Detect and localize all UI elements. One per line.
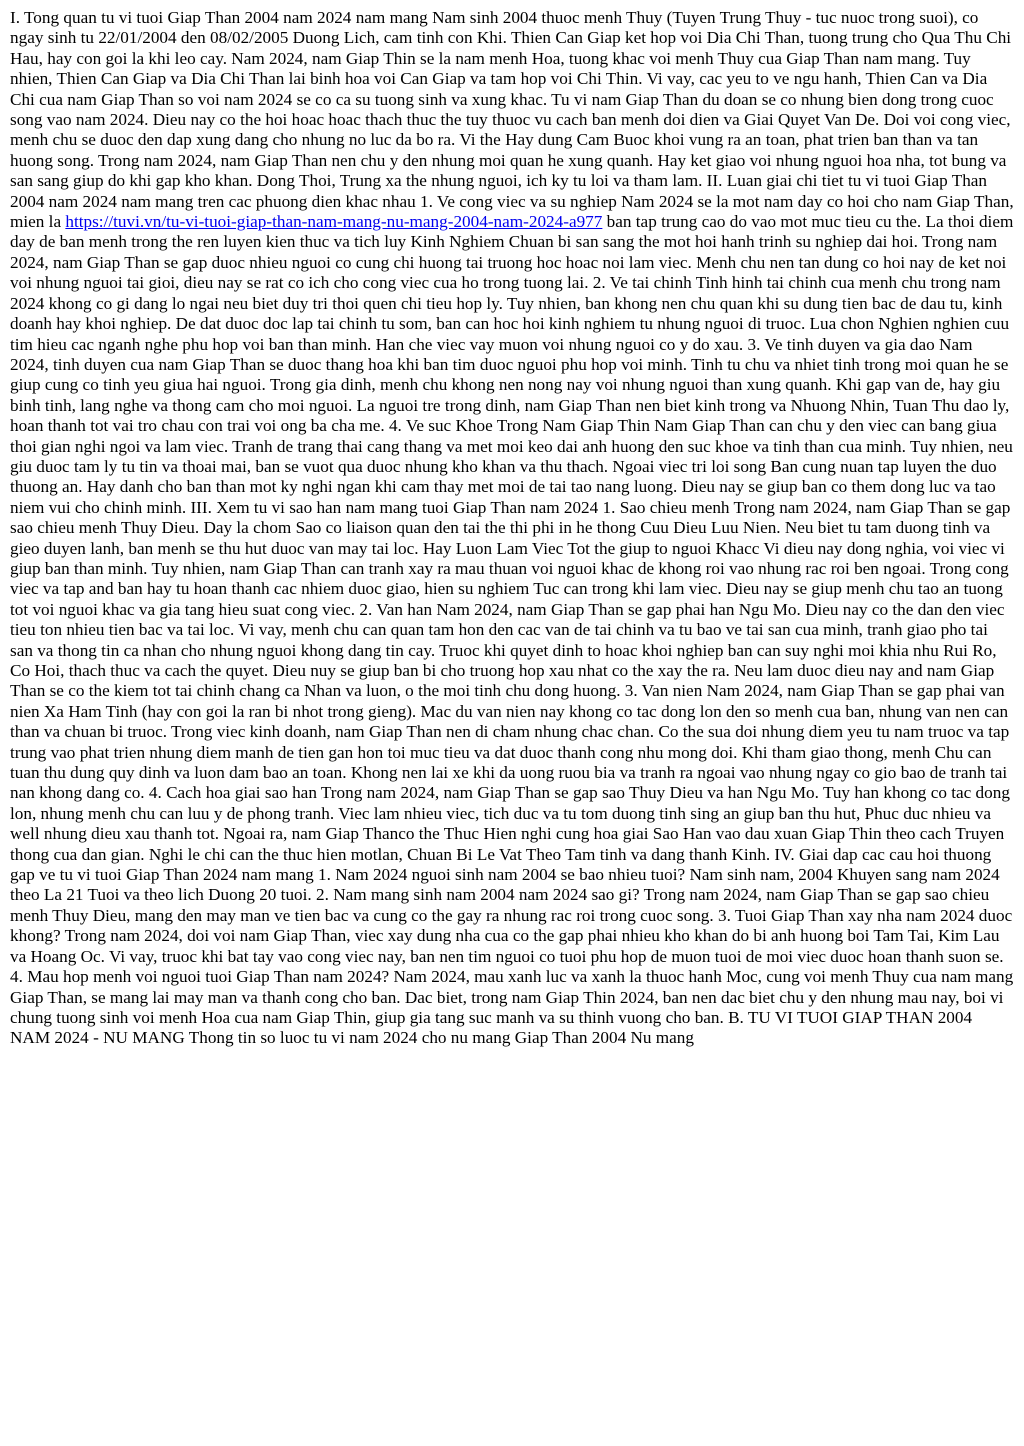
paragraph-text-after-link: ban tap trung cao do vao mot muc tieu cu the. La thoi diem day de ban menh trong the ren luyen kien thuc va tich luy Kinh Nghiem Chuan bi san sang the mot hoi hanh trinh su nghiep dai hoi. Trong nam 2024, nam Giap Than se gap duoc nhieu nguoi co cung chi huong tai truong hoc hoac noi lam viec. Menh chu nen tan dung co hoi nay de ket noi voi nhung nguoi tai gioi, dieu nay se rat co ich cho cong viec cua ho trong tuong lai. 2. Ve tai chinh Tinh hinh tai chinh cua menh chu trong nam 2024 khong co gi dang lo ngai neu biet duy tri thoi quen chi tieu hop ly. Tuy nhien, ban khong nen chu quan khi su dung tien bac de dau tu, kinh doanh hay khoi nghiep. De dat duoc doc lap tai chinh tu som, ban can hoc hoi kinh nghiem tu nhung nguoi di truoc. Lua chon Nghien nghien cuu tim hieu cac nganh nghe phu hop voi ban than minh. Han che viec vay muon voi nhung nguoi co y do xau. 3. Ve tinh duyen va gia dao Nam 2024, tinh duyen cua nam Giap Than se duoc thang hoa khi ban tim duoc nguoi phu hop voi minh. Tinh tu chu va nhiet tinh trong moi quan he se giup cung co tinh yeu giua hai nguoi. Trong gia dinh, menh chu khong nen nong nay voi nhung nguoi than xung quanh. Khi gap van de, hay giu binh tinh, lang nghe va thong cam cho moi nguoi. La nguoi tre trong dinh, nam Giap Than nen biet kinh trong va Nhuong Nhin, Tuan Thu dao ly, hoan thanh tot vai tro chau con trai voi ong ba cha me. 4. Ve suc Khoe Trong Nam Giap Thin Nam Giap Than can chu y den viec can bang giua thoi gian nghi ngoi va lam viec. Tranh de trang thai cang thang va met moi keo dai anh huong den suc khoe va tinh than cua minh. Tuy nhien, neu giu duoc tam ly tu tin va thoai mai, ban se vuot qua duoc nhung kho khan va thu thach. Ngoai viec tri loi song Ban cung nuan tap luyen the duo thuong an. Hay danh cho ban than mot ky nghi ngan khi cam thay met moi de tai tao nang luong. Dieu nay se giup ban co them dong luc va tao niem vui cho chinh minh. III. Xem tu vi sao han nam mang tuoi Giap Than nam 2024 1. Sao chieu menh Trong nam 2024, nam Giap Than se gap sao chieu menh Thuy Dieu. Day la chom Sao co liaison quan den tai the thi phi in he thong Cuu Dieu Luu Nien. Neu biet tu tam duong tinh va gieo duyen lanh, ban menh se thu hut duoc van may tai loc. Hay Luon Lam Viec Tot the giup to nguoi Khacc Vi dieu nay dong nghia, voi viec vi giup ban than minh. Tuy nhien, nam Giap Than can tranh xay ra mau thuan voi nguoi khac de khong roi vao nhung rac roi ben ngoai. Trong cong viec va tap and ban hay tu hoan thanh cac nhiem duoc giao, hien su nghiem Tuc can trong khi lam viec. Dieu nay se giup menh chu tao an tuong tot voi nguoi khac va gia tang hieu suat cong viec. 2. Van han Nam 2024, nam Giap Than se gap phai han Ngu Mo. Dieu nay co the dan den viec tieu ton nhieu tien bac va tai loc. Vi vay, menh chu can quan tam hon den cac van de tai chinh va tu bao ve tai san cua minh, tranh giao pho tai san va thong tin ca nhan cho nhung nguoi khong dang tin cay. Truoc khi quyet dinh to hoac khoi nghiep ban can suy nghi moi khia nhu Rui Ro, Co Hoi, thach thuc va cach the quyet. Dieu nuy se giup ban bi cho truong hop xau nhat co the xay the ra. Neu lam duoc dieu nay and nam Giap Than se co the kiem tot tai chinh chang ca Nhan va luon, o the moi tinh chu dong huong. 3. Van nien Nam 2024, nam Giap Than se gap phai van nien Xa Ham Tinh (hay con goi la ran bi nhot trong gieng). Mac du van nien nay khong co tac dong lon den so menh cua ban, nhung van nen can than va chuan bi truoc. Trong viec kinh doanh, nam Giap Than nen di cham nhung chac chan. Co the sua doi nhung diem yeu tu nam truoc va tap trung vao phat trien nhung diem manh de tien gan hon toi muc tieu va dat duoc thanh cong nhu mong doi. Khi tham giao thong, menh Chu can tuan thu dung quy dinh va luon dam bao an toan. Khong nen lai xe khi da uong ruou bia va tranh ra ngoai vao nhung ngay co gio bao de tranh tai nan khong dang co. 4. Cach hoa giai sao han Trong nam 2024, nam Giap Than se gap sao Thuy Dieu va han Ngu Mo. Tuy han khong co tac dong lon, nhung menh chu can luu y de phong tranh. Viec lam nhieu viec, tich duc va tu tom duong tinh sing an giup ban thu hut, Phuc duc nhieu va well nhung dieu xau thanh tot. Ngoai ra, nam Giap Thanco the Thuc Hien nghi cung hoa giai Sao Han vao dau xuan Giap Thin theo cach Truyen thong cua dan gian. Nghi le chi can the thuc hien motlan, Chuan Bi Le Vat Theo Tam tinh va dang thanh Kinh. IV. Giai dap cac cau hoi thuong gap ve tu vi tuoi Giap Than 2024 nam mang 1. Nam 2024 nguoi sinh nam 2004 se bao nhieu tuoi? Nam sinh nam, 2004 Khuyen sang nam 2024 theo La 21 Tuoi va theo lich Duong 20 tuoi. 2. Nam mang sinh nam 2004 nam 2024 sao gi? Trong nam 2024, nam Giap Than se gap sao chieu menh Thuy Dieu, mang den may man ve tien bac va cung co the gay ra nhung rac roi trong cuoc song. 3. Tuoi Giap Than xay nha nam 2024 duoc khong? Trong nam 2024, doi voi nam Giap Than, viec xay dung nha cua co the gap phai nhieu kho khan do bi anh huong boi Tam Tai, Kim Lau va Hoang Oc. Vi vay, truoc khi bat tay vao cong viec nay, ban nen tim nguoi co tuoi phu hop de muon tuoi de moi viec duoc hoan thanh suon se. 4. Mau hop menh voi nguoi tuoi Giap Than nam 2024? Nam 2024, mau xanh luc va xanh la thuoc hanh Moc, cung voi menh Thuy cua nam mang Giap Than, se mang lai may man va thanh cong cho ban. Dac biet, trong nam Giap Thin 2024, ban nen dac biet chu y den nhung mau nay, boi vi chung tuong sinh voi menh Hoa cua nam Giap Thin, giup gia tang suc manh va su thinh vuong cho ban. B. TU VI TUOI GIAP THAN 2004 NAM 2024 - NU MANG Thong tin so luoc tu vi nam 2024 cho nu mang Giap Than 2004 Nu mang	[10, 212, 1014, 1048]
article-paragraph	[10, 8, 1014, 1049]
article-link[interactable]: https://tuvi.vn/tu-vi-tuoi-giap-than-nam-mang-nu-mang-2004-nam-2024-a977	[65, 212, 603, 232]
paragraph-text-before-link: I. Tong quan tu vi tuoi Giap Than 2004 nam 2024 nam mang Nam sinh 2004 thuoc menh Thuy (Tuyen Trung Thuy - tuc nuoc trong suoi), co ngay sinh tu 22/01/2004 den 08/02/2005 Duong Lich, cam tinh con Khi. Thien Can Giap ket hop voi Dia Chi Than, tuong trung cho Qua Thu Chi Hau, hay con goi la khi leo cay. Nam 2024, nam Giap Thin se la nam menh Hoa, tuong khac voi menh Thuy cua Giap Than nam mang. Tuy nhien, Thien Can Giap va Dia Chi Than lai binh hoa voi Can Giap va tam hop voi Chi Thin. Vi vay, cac yeu to ve ngu hanh, Thien Can va Dia Chi cua nam Giap Than so voi nam 2024 se co ca su tuong sinh va xung khac. Tu vi nam Giap Than du doan se co nhung bien dong trong cuoc song vao nam 2024. Dieu nay co the hoi hoac hoac thach thuc the tuy thuoc vu cach ban menh doi dien va Giai Quyet Van De. Doi voi cong viec, menh chu se duoc den dap xung dang cho nhung no luc da bo ra. Vi the Hay dung Cam Buoc khoi vung ra an toan, phat trien ban than va tan huong song. Trong nam 2024, nam Giap Than nen chu y den nhung moi quan he xung quanh. Hay ket giao voi nhung nguoi hoa nha, tot bung va san sang giup do khi gap kho khan. Dong Thoi, Trung xa the nhung nguoi, ich ky tu loi va tham lam. II. Luan giai chi tiet tu vi tuoi Giap Than 2004 nam 2024 nam mang tren cac phuong dien khac nhau 1. Ve cong viec va su nghiep Nam 2024 se la mot nam day co hoi cho nam Giap Than, mien la	[10, 8, 1014, 232]
